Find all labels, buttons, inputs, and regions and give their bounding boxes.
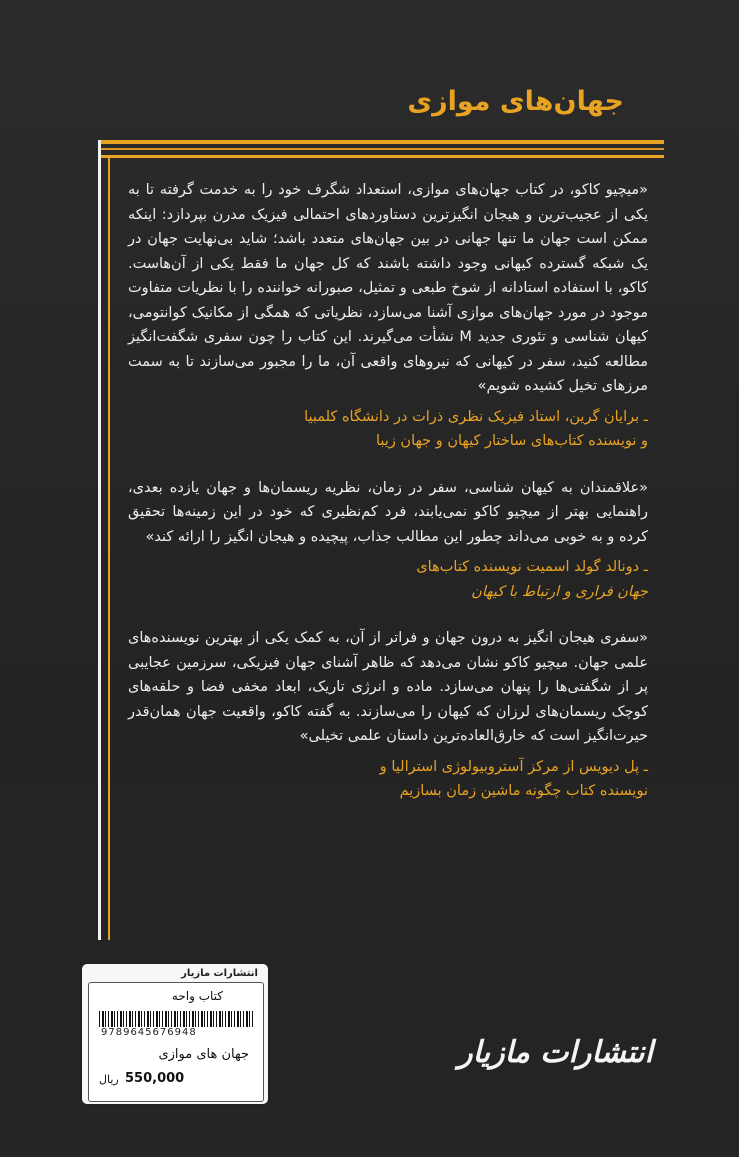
spacer — [128, 604, 648, 626]
spacer — [128, 454, 648, 476]
review-attribution — [128, 405, 648, 454]
frame-line-white — [98, 140, 101, 940]
decorative-stripes — [98, 140, 664, 162]
review-2 — [128, 476, 648, 605]
publisher-logo: انتشارات مازیار — [458, 1035, 653, 1070]
sticker-book-name: جهان های موازی — [158, 1047, 249, 1062]
currency: ریال — [99, 1073, 119, 1086]
book-title: جهان‌های موازی — [407, 86, 624, 117]
review-1 — [128, 178, 648, 454]
sticker-box — [88, 982, 264, 1102]
stripe-middle — [98, 148, 664, 150]
frame-line-gold — [108, 156, 110, 940]
stripe-bottom — [98, 155, 664, 158]
attribution-line: ـ دونالد گولد اسمیت نویسنده کتاب‌های — [416, 559, 648, 575]
review-attribution — [128, 555, 648, 604]
price-sticker — [82, 964, 268, 1104]
attribution-line: جهان فراری و ارتباط با کیهان — [471, 583, 648, 600]
attribution-line: و نویسنده کتاب‌های ساختار کیهان و جهان زیبا — [375, 433, 648, 449]
review-attribution — [128, 755, 648, 804]
stripe-top — [98, 140, 664, 144]
review-quote: «سفری هیجان انگیز به درون جهان و فراتر از آن، به کمک یکی از بهترین نویسنده‌های علمی جهان. میچیو کاکو نشان می‌دهد که ظاهر آشنای جهان فیزیکی، سرزمین عجایبی پر از شگفتی‌ها را پنهان می‌سازد. ماده و انرژی تاریک، ابعاد مخفی فضا و حلقه‌های کوچک ریسمان‌های لرزان که کیهان را می‌سازند. به گفته کاکو، واقعیت جهان همان‌قدر حیرت‌انگیز است که خارق‌العاده‌ترین داستان علمی تخیلی» — [128, 630, 648, 744]
review-quote: «علاقمندان به کیهان شناسی، سفر در زمان، نظریه ریسمان‌ها و جهان یازده بعدی، راهنمایی بهتر از میچیو کاکو نمی‌یابند، فرد کم‌نظیری که خود در این زمینه‌ها تحقیق کرده و به خوبی می‌داند چطور این مطالب جذاب، پیچیده و هیجان انگیز را ارائه کند» — [128, 479, 648, 545]
attribution-line: نویسنده کتاب چگونه ماشین زمان بسازیم — [399, 783, 648, 799]
reviews — [128, 178, 648, 804]
review-3 — [128, 626, 648, 804]
price: 550,000 — [125, 1071, 185, 1086]
attribution-line: ـ برایان گرین، استاد فیزیک نظری ذرات در دانشگاه کلمبیا — [304, 408, 648, 425]
review-quote: «میچیو کاکو، در کتاب جهان‌های موازی، استعداد شگرف خود را به خدمت گرفته تا به یکی از عجیب‌ترین و هیجان انگیزترین دستاوردهای احتمالی فیزیک مدرن بپردازد: اینکه ممکن است جهان ما تنها جهانی در بین جهان‌های متعدد باشد؛ شاید بی‌نهایت جهان در یک شبکه گسترده کیهانی وجود داشته باشند که کل جهان ما فقط یکی از آن‌هاست. کاکو، با استفاده استادانه از شوخ طبعی و تمثیل، صبورانه خواننده را با نظریات متفاوت موجود در مورد جهان‌های موازی آشنا می‌سازد، نظریاتی که همگی از مکانیک کوانتومی، کیهان شناسی و تئوری جدید M نشأت می‌گیرند. این کتاب را چون سفری شگفت‌انگیز مطالعه کنید، سفر در کیهانی که نیروهای واقعی آن، ما را مجبور می‌سازند تا به سمت مرزهای تخیل کشیده شویم» — [128, 182, 648, 394]
sticker-publisher: انتشارات مازیار — [181, 968, 258, 979]
shop-name: کتاب واحه — [171, 989, 223, 1003]
barcode-number: 9789645676948 — [101, 1027, 197, 1038]
barcode-icon — [99, 1011, 253, 1027]
attribution-line: ـ پل دیویس از مرکز آستروبیولوژی استرالیا و — [379, 758, 648, 775]
